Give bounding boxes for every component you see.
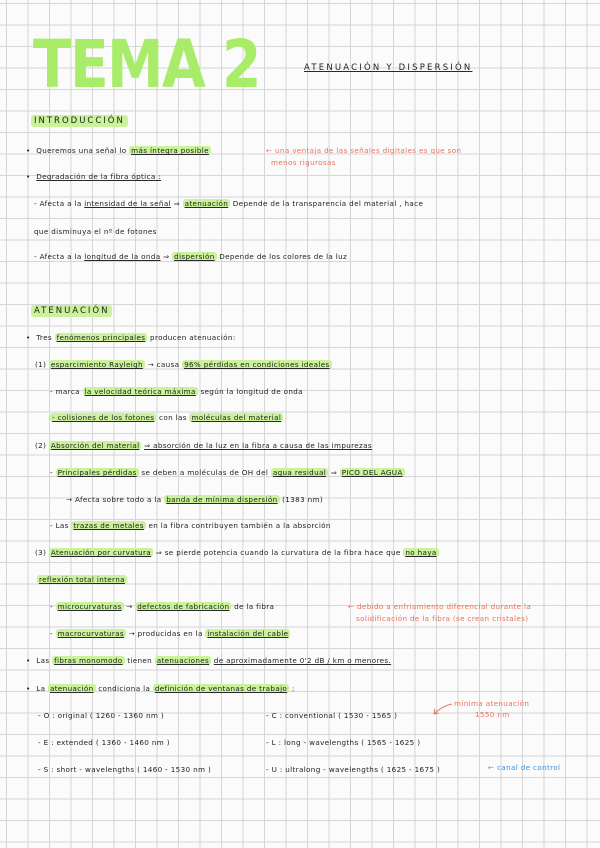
aten-hl-ventanas: definición de ventanas de trabajo (154, 684, 288, 693)
aten-sub-3: (3) Atenuación por curvatura ⇒ se pierde potencia cuando la curvatura de la fibra hace que no haya (35, 548, 437, 557)
aten-hl-reflexion: reflexión total interna (39, 575, 125, 584)
aten-hl-moleculas: moléculas del material (191, 413, 282, 422)
intro-line-2-text: Degradación de la fibra óptica : (36, 172, 161, 181)
aten-hl-pico: PICO DEL AGUA (341, 468, 403, 477)
intro-line-4: que disminuya el nº de fotones (34, 227, 157, 236)
aten-hl-fenomenos: fenómenos principales (56, 333, 146, 342)
intro-line-1 (26, 147, 211, 156)
intro-hl-intensidad: intensidad de la señal (84, 199, 171, 208)
aten-hl-colisiones: - colisiones de los fotones (52, 413, 155, 422)
aten-sub-3b: - macrocurvaturas → producidas en la instalación del cable (50, 629, 289, 638)
aten-hl-atenuacion-2: atenuación (49, 684, 94, 693)
section-heading-atenuacion: ATENUACIÓN (31, 305, 112, 317)
section-heading-introduccion: INTRODUCCIÓN (31, 115, 128, 127)
band-l: - L : long - wavelengths ( 1565 - 1625 ) (266, 738, 421, 747)
band-e: - E : extended ( 1360 - 1460 nm ) (38, 738, 170, 747)
aten-note-enfriamiento: ← debido a enfriamiento diferencial durante la (348, 602, 532, 611)
aten-fibras: • Las fibras monomodo tienen atenuaciones de aproximadamente 0'2 dB / km o menores. (26, 657, 391, 666)
intro-hl-dispersion: dispersión (174, 252, 215, 261)
aten-line-1: • Tres fenómenos principales producen atenuación: (26, 334, 236, 343)
band-s: - S : short - wavelengths ( 1460 - 1530 nm ) (38, 765, 212, 774)
intro-note-digital: ← una ventaja de las señales digitales es que son (266, 146, 462, 155)
aten-hl-monomodo: fibras monomodo (54, 656, 123, 665)
aten-hl-macro: macrocurvaturas (57, 629, 124, 638)
aten-hl-curvatura: Atenuación por curvatura (50, 548, 152, 557)
aten-sub-2: (2) Absorción del material ⇒ absorción de la luz en la fibra a causa de las impurezas (35, 441, 373, 450)
aten-hl-trazas: trazas de metales (73, 521, 144, 530)
page-subtitle: ATENUACIÓN Y DISPERSIÓN (304, 63, 473, 73)
intro-line-1-text: Queremos una señal lo (36, 146, 127, 155)
aten-hl-no-haya: no haya (405, 548, 437, 557)
band-o: - O : original ( 1260 - 1360 nm ) (38, 711, 164, 720)
aten-hl-agua: agua residual (272, 468, 327, 477)
aten-sub-2b: → Afecta sobre todo a la banda de mínima dispersión (1383 nm) (66, 495, 324, 504)
intro-hl-longitud: longitud de la onda (84, 252, 161, 261)
aten-hl-velocidad: la velocidad teórica máxima (84, 387, 196, 396)
band-u: - U : ultralong - wavelengths ( 1625 - 1675 ) (266, 765, 441, 774)
aten-sub-1a: - marca la velocidad teórica máxima según la longitud de onda (50, 387, 303, 396)
aten-sub-3a: - microcurvaturas → defectos de fabricación de la fibra (50, 602, 275, 611)
intro-line-1-highlight: más íntegra posible (131, 146, 209, 155)
page-title: TEMA 2 (33, 26, 260, 103)
aten-hl-defectos: defectos de fabricación (137, 602, 230, 611)
aten-hl-banda: banda de mínima dispersión (166, 495, 278, 504)
control-note: ← canal de control (488, 763, 561, 772)
aten-hl-micro: microcurvaturas (57, 602, 122, 611)
aten-sub-1b: - colisiones de los fotones con las moléculas del material (52, 413, 282, 422)
min-atenuacion-note: mínima atenuación (454, 699, 530, 708)
aten-hl-perdidas: Principales pérdidas (57, 468, 137, 477)
aten-hl-96: 96% pérdidas en condiciones ideales (184, 360, 330, 369)
band-c: - C : conventional ( 1530 - 1565 ) (266, 711, 398, 720)
aten-sub-3-cont (37, 576, 127, 585)
intro-line-2 (26, 173, 161, 182)
aten-sub-2a: - Principales pérdidas se deben a moléculas de OH del agua residual ⇒ PICO DEL AGUA (50, 468, 403, 477)
aten-condiciona: • La atenuación condiciona la definición de ventanas de trabajo : (26, 685, 295, 694)
min-atenuacion-note-2: 1550 nm (475, 710, 510, 719)
intro-line-3: - Afecta a la intensidad de la señal ⇒ atenuación Depende de la transparencia del material , hace (34, 199, 424, 208)
intro-note-digital-2: menos rigurosas (271, 158, 336, 167)
aten-hl-absorcion: Absorción del material (50, 441, 140, 450)
aten-hl-instalacion: instalación del cable (207, 629, 289, 638)
aten-hl-rayleigh: esparcimiento Rayleigh (50, 360, 143, 369)
min-atenuacion-arrow-icon (430, 702, 454, 716)
intro-line-5: - Afecta a la longitud de la onda ⇒ dispersión Depende de los colores de la luz (34, 252, 348, 261)
aten-hl-atenuaciones: atenuaciones (156, 656, 210, 665)
intro-hl-atenuacion: atenuación (184, 199, 229, 208)
aten-sub-2c: - Las trazas de metales en la fibra contribuyen también a la absorción (50, 521, 331, 530)
aten-sub-1: (1) esparcimiento Rayleigh → causa 96% pérdidas en condiciones ideales (35, 360, 330, 369)
aten-note-enfriamiento-2: solidificación de la fibra (se crean cristales) (356, 614, 529, 623)
